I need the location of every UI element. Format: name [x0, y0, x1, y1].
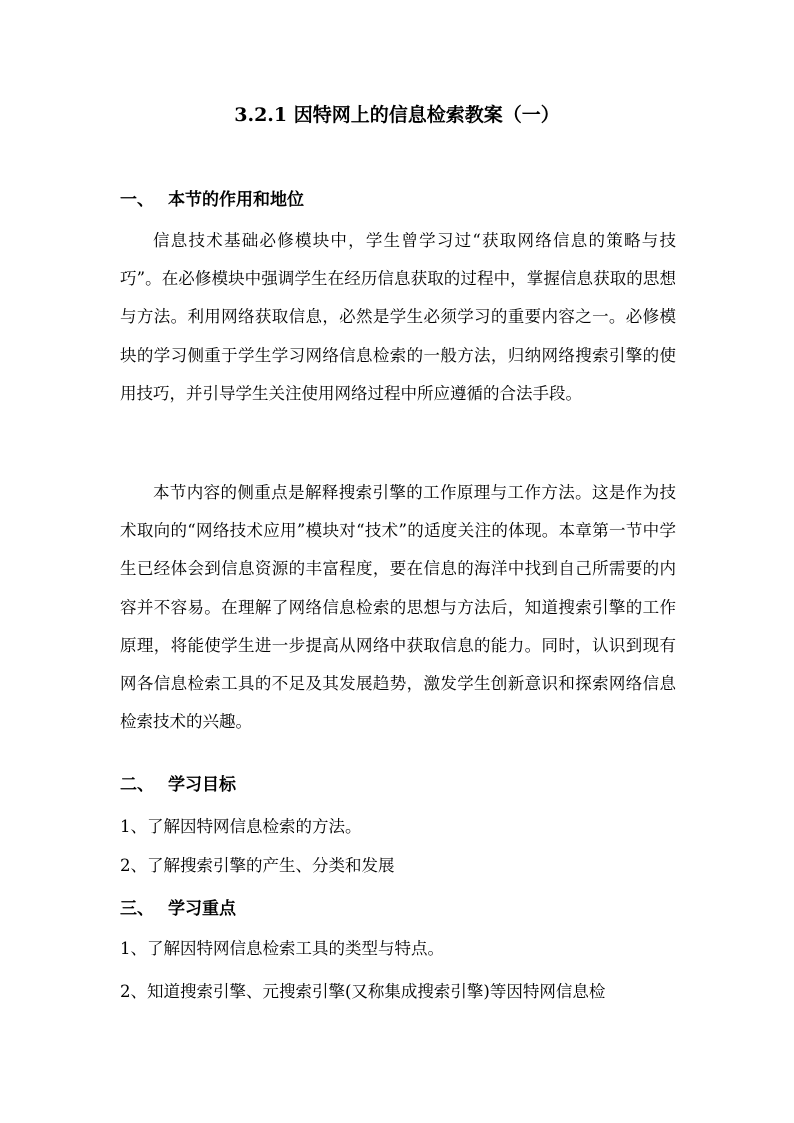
paragraph-role-2: 本节内容的侧重点是解释搜索引擎的工作原理与工作方法。这是作为技术取向的“网络技术应用”模块对“技术”的适度关注的体现。本章第一节中学生已经体会到信息资源的丰富程度，要在信息的海洋中找到自己所需要的内容并不容易。在理解了网络信息检索的思想与方法后，知道搜索引擎的工作原理，将能使学生进一步提高从网络中获取信息的能力。同时，认识到现有网各信息检索工具的不足及其发展趋势，激发学生创新意识和探索网络信息检索技术的兴趣。 [120, 483, 676, 732]
list-item-goal-2: 2、了解搜索引擎的产生、分类和发展 [120, 856, 395, 875]
section-heading-goals [120, 772, 236, 798]
list-item-focus-1: 1、了解因特网信息检索工具的类型与特点。 [120, 939, 444, 958]
section-number: 二、 [120, 775, 154, 795]
section-heading-role [120, 187, 304, 213]
section-title: 本节的作用和地位 [168, 190, 304, 210]
section-title: 学习目标 [168, 775, 236, 795]
document-title: 3.2.1 因特网上的信息检索教案（一） [234, 104, 560, 126]
paragraph-role-1: 信息技术基础必修模块中，学生曾学习过“获取网络信息的策略与技巧”。在必修模块中强调学生在经历信息获取的过程中，掌握信息获取的思想与方法。利用网络获取信息，必然是学生必须学习的重要内容之一。必修模块的学习侧重于学生学习网络信息检索的一般方法，归纳网络搜索引擎的使用技巧，并引导学生关注使用网络过程中所应遵循的合法手段。 [120, 231, 676, 403]
list-item-focus-2: 2、知道搜索引擎、元搜索引擎(又称集成搜索引擎)等因特网信息检 [120, 982, 606, 1001]
section-number: 三、 [120, 899, 154, 919]
section-heading-focus [120, 896, 236, 922]
section-number: 一、 [120, 190, 154, 210]
section-title: 学习重点 [168, 899, 236, 919]
list-item-goal-1: 1、了解因特网信息检索的方法。 [120, 817, 362, 836]
